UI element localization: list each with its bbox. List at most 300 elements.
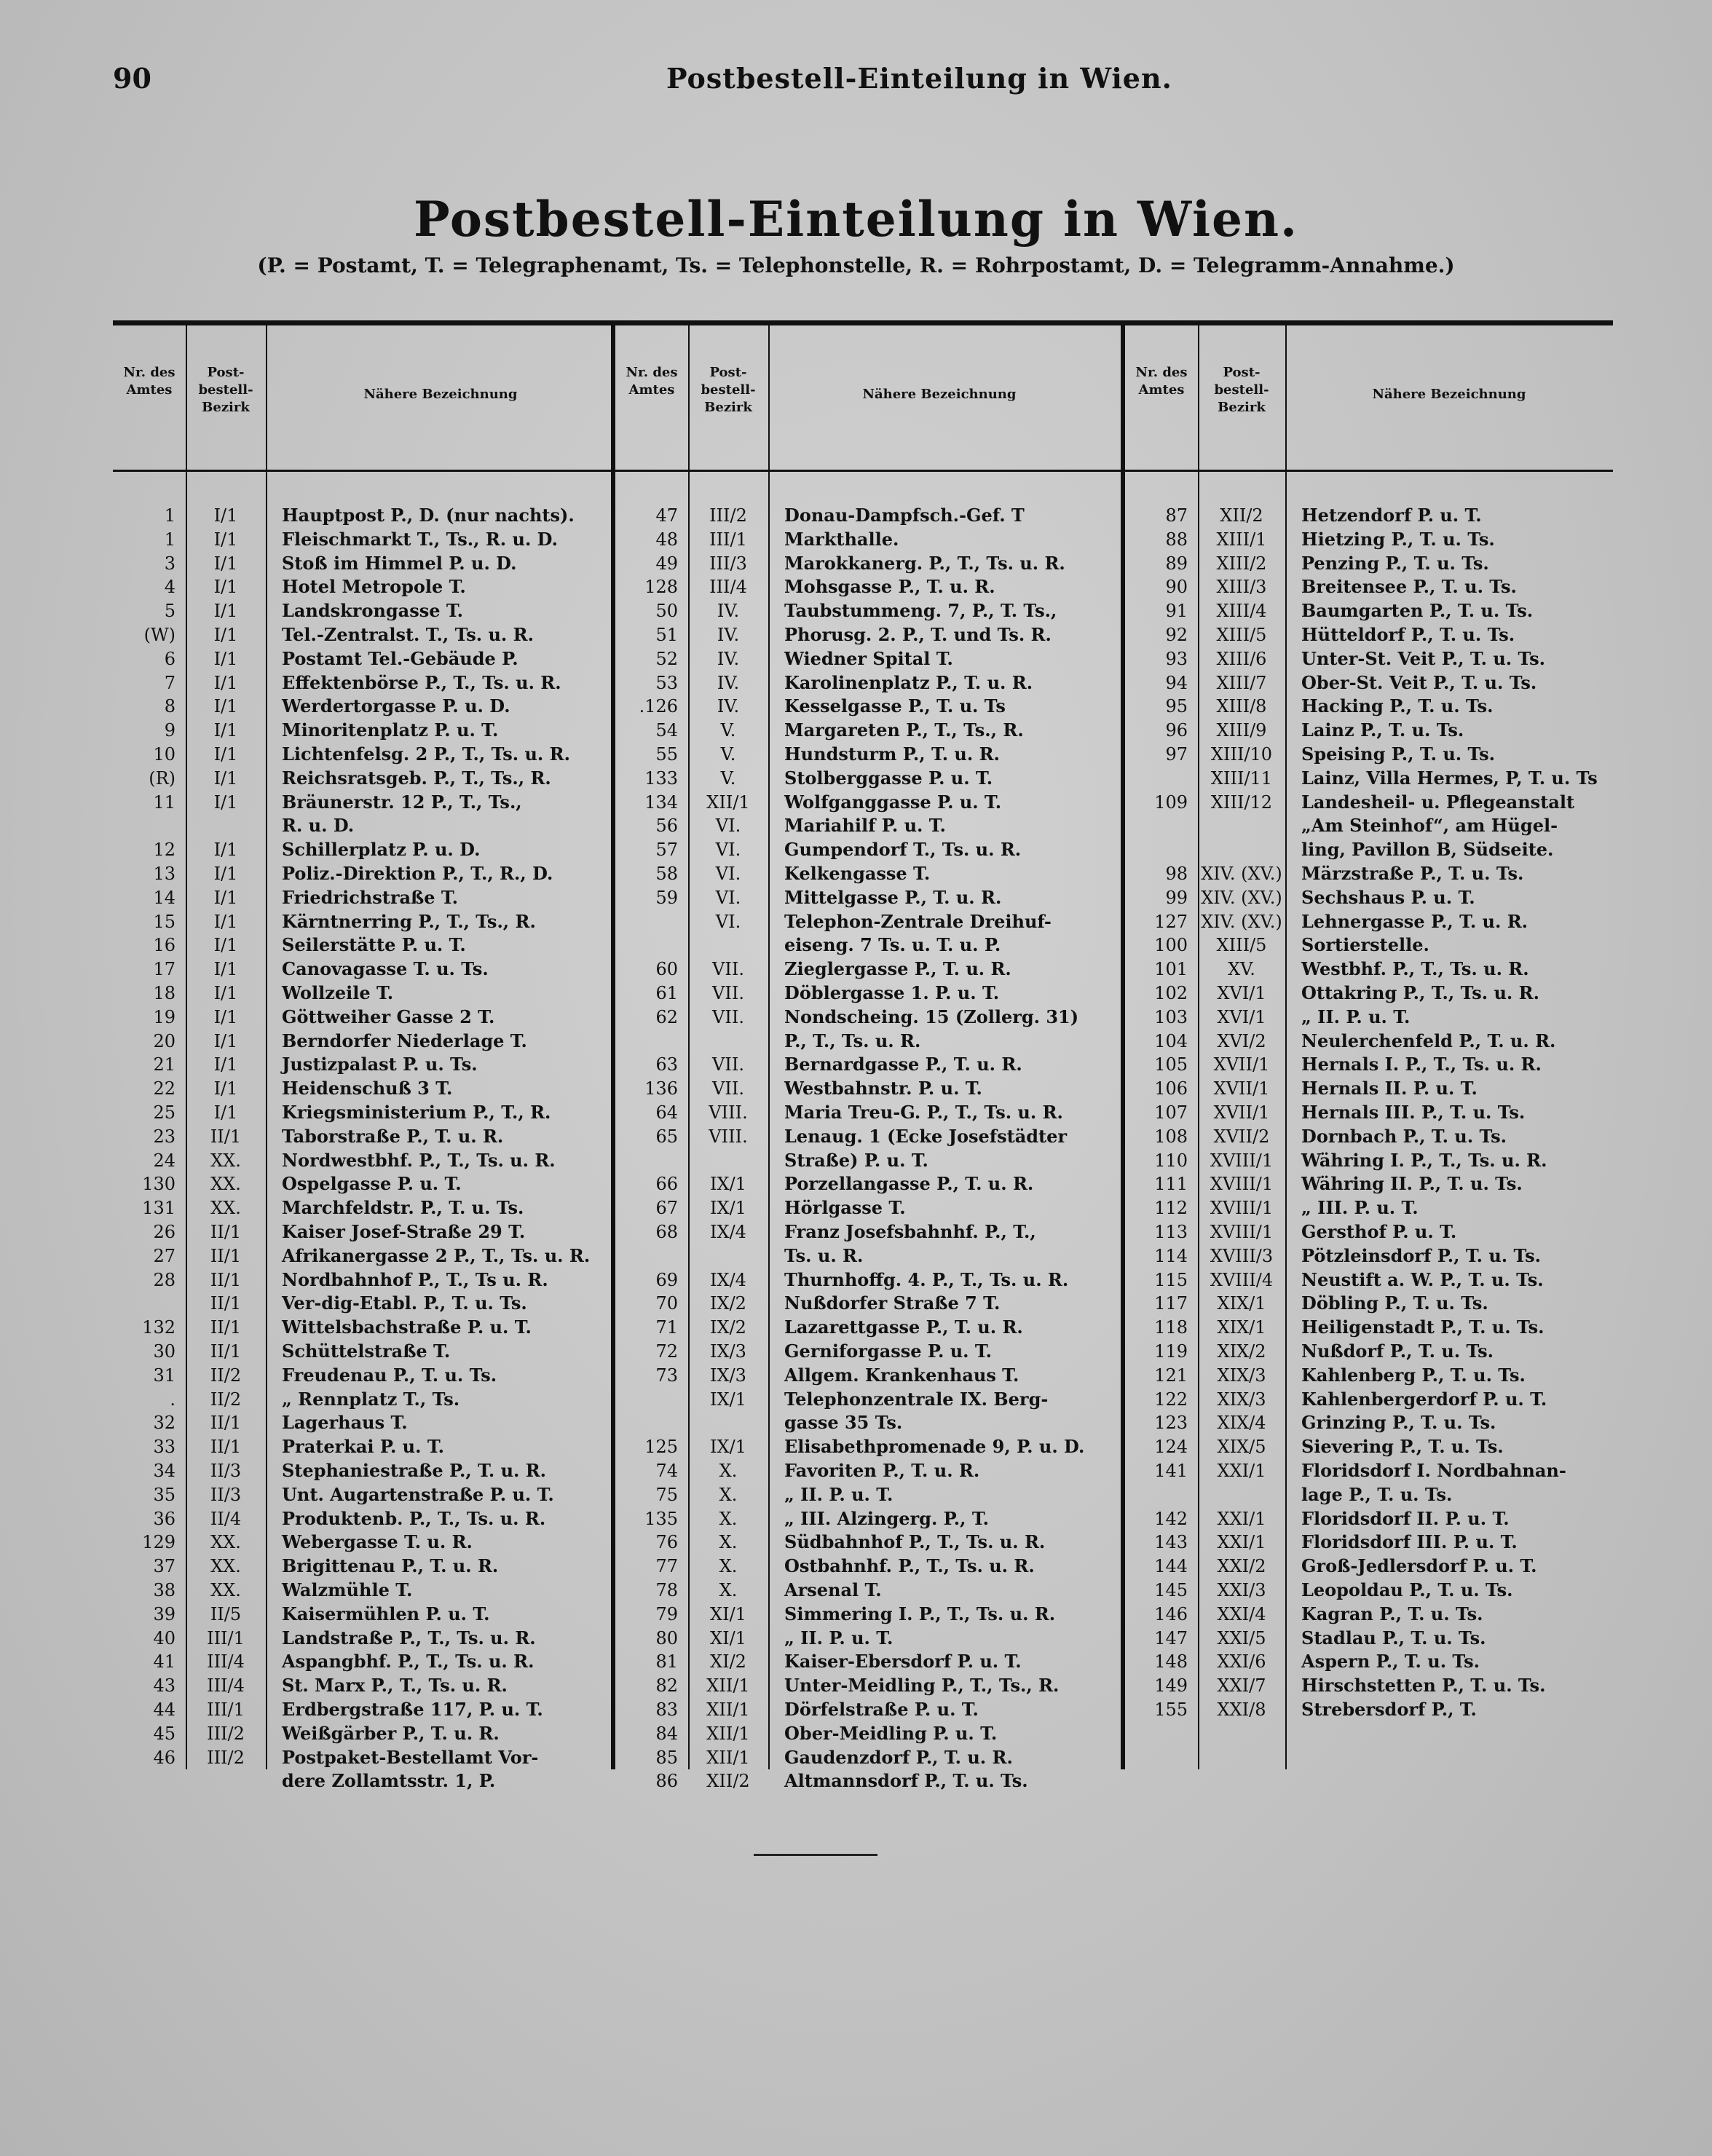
office-number: 8: [164, 696, 175, 717]
district-code: XX.: [210, 1150, 241, 1171]
office-number: 141: [1154, 1461, 1188, 1481]
office-number: 48: [655, 529, 678, 550]
district-code: XXI/6: [1217, 1651, 1266, 1673]
office-number: 96: [1165, 720, 1188, 741]
office-description: Stephaniestraße P., T. u. R.: [282, 1460, 547, 1481]
office-description: Groß-Jedlersdorf P. u. T.: [1301, 1555, 1537, 1577]
district-code: V.: [720, 767, 736, 789]
district-code: XIII/12: [1210, 791, 1273, 813]
page-title: Postbestell-Einteilung in Wien.: [414, 191, 1298, 248]
office-number: 47: [655, 505, 678, 526]
office-description: Arsenal T.: [784, 1579, 882, 1600]
district-code: I/1: [213, 864, 238, 884]
office-description: Lehnergasse P., T. u. R.: [1301, 910, 1528, 932]
district-code: XVII/1: [1213, 1054, 1270, 1075]
district-code: XIII/3: [1216, 577, 1267, 598]
district-code: XI/1: [710, 1603, 746, 1624]
office-number: 60: [655, 959, 678, 980]
district-code: XXI/4: [1217, 1603, 1266, 1624]
office-description: Canovagasse T. u. Ts.: [282, 958, 489, 980]
district-code: XI/2: [710, 1651, 746, 1673]
header-bezeichnung: Nähere Bezeichnung: [363, 387, 518, 402]
column-rule: [768, 320, 770, 1769]
office-description: Hietzing P., T. u. Ts.: [1301, 528, 1495, 550]
district-code: XXI/1: [1217, 1508, 1266, 1529]
office-description: „ II. P. u. T.: [784, 1627, 894, 1648]
office-number: 67: [655, 1198, 678, 1219]
district-code: VI.: [715, 887, 741, 908]
office-description: Karolinenplatz P., T. u. R.: [784, 671, 1033, 693]
office-number: 93: [1165, 648, 1188, 669]
district-code: II/1: [210, 1269, 242, 1290]
district-code: VII.: [712, 959, 744, 980]
district-code: V.: [720, 744, 736, 765]
office-number: (W): [143, 625, 175, 645]
office-number: 143: [1154, 1532, 1188, 1553]
office-description: Porzellangasse P., T. u. R.: [784, 1173, 1034, 1195]
office-number: 49: [655, 553, 678, 574]
office-description: Thurnhoffg. 4. P., T., Ts. u. R.: [784, 1268, 1069, 1290]
office-number: 5: [164, 601, 175, 622]
office-number: 80: [655, 1627, 678, 1648]
district-code: V.: [720, 720, 736, 741]
district-code: XXI/7: [1217, 1675, 1266, 1697]
district-code: XVIII/1: [1210, 1222, 1274, 1242]
office-description: Märzstraße P., T. u. Ts.: [1301, 863, 1524, 884]
office-number: 113: [1154, 1222, 1188, 1242]
office-number: 142: [1154, 1508, 1188, 1529]
district-code: II/1: [210, 1293, 242, 1314]
office-description: Afrikanergasse 2 P., T., Ts. u. R.: [282, 1244, 591, 1266]
office-number: 4: [164, 577, 175, 598]
office-description: Bräunerstr. 12 P., T., Ts.,: [282, 791, 522, 813]
office-description: Ottakring P., T., Ts. u. R.: [1301, 982, 1539, 1003]
office-number: 45: [153, 1723, 175, 1744]
office-description: Dornbach P., T. u. Ts.: [1301, 1125, 1507, 1147]
district-code: XII/1: [706, 1723, 750, 1744]
office-description: St. Marx P., T., Ts. u. R.: [282, 1675, 508, 1697]
office-number: 24: [153, 1150, 175, 1171]
office-description: Kärntnerring P., T., Ts., R.: [282, 910, 536, 932]
district-code: XII/2: [1220, 505, 1263, 526]
office-number: 122: [1154, 1389, 1188, 1410]
office-number: 51: [655, 625, 678, 645]
district-code: XIX/1: [1217, 1293, 1266, 1314]
office-description: Floridsdorf III. P. u. T.: [1301, 1531, 1518, 1553]
office-description: Tel.-Zentralst. T., Ts. u. R.: [282, 624, 534, 645]
office-description: Stadlau P., T. u. Ts.: [1301, 1627, 1486, 1648]
office-number: 119: [1154, 1341, 1188, 1362]
district-code: IX/1: [710, 1389, 746, 1410]
office-description: Postamt Tel.-Gebäude P.: [282, 647, 518, 669]
office-number: 79: [655, 1603, 678, 1624]
district-code: I/1: [213, 983, 238, 1003]
office-description: Walzmühle T.: [282, 1579, 413, 1600]
district-code: VII.: [712, 1054, 744, 1075]
district-code: XV.: [1228, 959, 1255, 980]
district-code: II/1: [210, 1317, 242, 1338]
header-rule: [113, 470, 1613, 472]
header-nr: Nr. des Amtes: [626, 365, 678, 398]
office-description: Döbling P., T. u. Ts.: [1301, 1292, 1488, 1314]
office-number: 10: [153, 744, 175, 765]
office-description: Postpaket-Bestellamt Vor-: [282, 1746, 539, 1768]
office-description: Gerniforgasse P. u. T.: [784, 1340, 992, 1362]
office-description: Justizpalast P. u. Ts.: [282, 1054, 478, 1075]
district-code: XIX/5: [1217, 1437, 1266, 1458]
district-code: III/4: [709, 577, 747, 598]
district-code: I/1: [213, 911, 238, 932]
office-number: 82: [655, 1675, 678, 1697]
office-number: 3: [164, 553, 175, 574]
district-code: I/1: [213, 720, 238, 741]
office-description: Gaudenzdorf P., T. u. R.: [784, 1746, 1013, 1768]
district-code: IX/2: [710, 1317, 746, 1338]
office-number: 72: [655, 1341, 678, 1362]
office-number: 15: [153, 911, 175, 932]
district-code: IX/3: [710, 1341, 746, 1362]
district-code: X.: [719, 1532, 738, 1553]
office-number: 110: [1154, 1150, 1188, 1171]
office-number: 63: [655, 1054, 678, 1075]
office-description: Wollzeile T.: [282, 982, 394, 1003]
office-description: Hernals II. P. u. T.: [1301, 1078, 1478, 1099]
office-description: Nordwestbhf. P., T., Ts. u. R.: [282, 1149, 556, 1171]
office-description: Speising P., T. u. Ts.: [1301, 743, 1496, 765]
office-number: 94: [1165, 672, 1188, 693]
office-number: 107: [1154, 1102, 1188, 1123]
office-description: Mohsgasse P., T. u. R.: [784, 576, 995, 598]
office-number: 136: [644, 1078, 678, 1099]
office-description: Donau-Dampfsch.-Gef. T: [784, 505, 1025, 526]
office-description: Seilerstätte P. u. T.: [282, 934, 466, 956]
office-number: 52: [655, 648, 678, 669]
district-code: IV.: [717, 625, 740, 645]
office-number: 65: [655, 1126, 678, 1147]
office-description: Hotel Metropole T.: [282, 576, 466, 598]
district-code: XI/1: [710, 1627, 746, 1648]
district-code: VI.: [715, 864, 741, 884]
office-description: Aspern P., T. u. Ts.: [1301, 1651, 1480, 1673]
office-description: Marokkanerg. P., T., Ts. u. R.: [784, 552, 1065, 574]
office-number: 97: [1165, 744, 1188, 765]
office-number: 145: [1154, 1580, 1188, 1600]
district-code: I/1: [213, 505, 238, 526]
office-number: 25: [153, 1102, 175, 1123]
office-number: 43: [153, 1675, 175, 1697]
office-number: 70: [655, 1293, 678, 1314]
office-description: Lainz, Villa Hermes, P, T. u. Ts: [1301, 767, 1598, 789]
office-description: Franz Josefsbahnhf. P., T.,: [784, 1221, 1036, 1242]
office-number: 89: [1165, 553, 1188, 574]
district-code: XXI/5: [1217, 1627, 1266, 1648]
office-description: Webergasse T. u. R.: [282, 1531, 473, 1553]
header-nr: Nr. des Amtes: [123, 365, 175, 398]
district-code: XVI/2: [1217, 1030, 1266, 1051]
office-description: Hauptpost P., D. (nur nachts).: [282, 505, 575, 526]
office-number: 59: [655, 887, 678, 908]
office-description: Stoß im Himmel P. u. D.: [282, 552, 517, 574]
district-code: XII/1: [706, 791, 750, 813]
office-description: Unter-St. Veit P., T. u. Ts.: [1301, 647, 1546, 669]
office-number: 16: [153, 935, 175, 956]
office-description: Ober-Meidling P. u. T.: [784, 1722, 998, 1744]
office-number: 37: [153, 1556, 175, 1577]
district-code: II/1: [210, 1413, 242, 1434]
table-top-rule: [113, 320, 1613, 325]
district-code: I/1: [213, 696, 238, 717]
office-number: 6: [164, 648, 175, 669]
office-number: 125: [644, 1437, 678, 1458]
office-number: 114: [1154, 1245, 1188, 1266]
office-number: .126: [639, 696, 678, 717]
office-description: Kriegsministerium P., T., R.: [282, 1102, 551, 1123]
office-number: 104: [1154, 1030, 1188, 1051]
office-number: 134: [644, 791, 678, 813]
office-description: Nordbahnhof P., T., Ts u. R.: [282, 1268, 548, 1290]
office-description: Wolfganggasse P. u. T.: [784, 791, 1002, 813]
post-district-table: [113, 320, 1613, 1792]
office-number: 12: [153, 840, 175, 861]
office-number: 77: [655, 1556, 678, 1577]
district-code: XII/1: [706, 1747, 750, 1768]
office-description: Erdbergstraße 117, P. u. T.: [282, 1699, 543, 1720]
office-description: Elisabethpromenade 9, P. u. D.: [784, 1436, 1085, 1458]
office-description: Währing I. P., T., Ts. u. R.: [1301, 1149, 1547, 1171]
office-description: Straße) P. u. T.: [784, 1149, 928, 1171]
district-code: I/1: [213, 553, 238, 574]
district-code: II/2: [210, 1365, 242, 1386]
office-description: P., T., Ts. u. R.: [784, 1030, 921, 1051]
office-number: 102: [1154, 983, 1188, 1003]
header-bezeichnung: Nähere Bezeichnung: [862, 387, 1017, 402]
office-number: 54: [655, 720, 678, 741]
office-number: 9: [164, 720, 175, 741]
office-number: 34: [153, 1461, 175, 1481]
office-description: Nußdorfer Straße 7 T.: [784, 1292, 1001, 1314]
office-description: Effektenbörse P., T., Ts. u. R.: [282, 671, 561, 693]
office-description: Landstraße P., T., Ts. u. R.: [282, 1627, 536, 1648]
office-number: 74: [655, 1461, 678, 1481]
district-code: IV.: [717, 696, 740, 717]
district-code: IV.: [717, 601, 740, 622]
district-code: XVI/1: [1217, 983, 1266, 1003]
district-code: XIII/6: [1216, 648, 1267, 669]
district-code: XVIII/1: [1210, 1150, 1274, 1171]
district-code: XIV. (XV.): [1201, 887, 1282, 908]
office-description: Lenaug. 1 (Ecke Josefstädter: [784, 1125, 1068, 1147]
district-code: I/1: [213, 791, 238, 813]
district-code: II/5: [210, 1603, 242, 1624]
district-code: XX.: [210, 1556, 241, 1577]
district-code: III/1: [207, 1699, 245, 1720]
office-number: 91: [1165, 601, 1188, 622]
office-number: 17: [153, 959, 175, 980]
office-description: Unter-Meidling P., T., Ts., R.: [784, 1675, 1060, 1697]
office-number: 56: [655, 816, 678, 837]
office-number: 103: [1154, 1006, 1188, 1027]
district-code: I/1: [213, 1054, 238, 1075]
district-code: XVII/2: [1213, 1126, 1270, 1147]
office-number: 105: [1154, 1054, 1188, 1075]
district-code: XXI/8: [1217, 1699, 1266, 1720]
district-code: XIX/1: [1217, 1317, 1266, 1338]
office-description: Wittelsbachstraße P. u. T.: [282, 1316, 532, 1338]
district-code: VIII.: [709, 1102, 748, 1123]
office-description: Sievering P., T. u. Ts.: [1301, 1436, 1504, 1458]
district-code: XII/1: [706, 1699, 750, 1720]
office-number: 131: [142, 1198, 175, 1219]
district-code: III/4: [207, 1675, 245, 1697]
district-code: XVIII/1: [1210, 1174, 1274, 1195]
district-code: XXI/1: [1217, 1532, 1266, 1553]
office-description: Westbhf. P., T., Ts. u. R.: [1301, 958, 1529, 980]
district-code: II/1: [210, 1341, 242, 1362]
district-code: XVIII/4: [1210, 1269, 1274, 1290]
office-number: 123: [1154, 1413, 1188, 1434]
office-number: 81: [655, 1651, 678, 1673]
office-description: Heidenschuß 3 T.: [282, 1078, 453, 1099]
office-number: .: [170, 1389, 175, 1410]
district-code: IX/4: [710, 1269, 746, 1290]
office-number: 76: [655, 1532, 678, 1553]
end-rule: [754, 1854, 877, 1856]
office-number: 31: [153, 1365, 175, 1386]
office-number: 92: [1165, 625, 1188, 645]
office-description: Lainz P., T. u. Ts.: [1301, 719, 1464, 741]
office-description: Hetzendorf P. u. T.: [1301, 505, 1482, 526]
district-code: I/1: [213, 601, 238, 622]
district-code: XX.: [210, 1580, 241, 1600]
district-code: IX/3: [710, 1365, 746, 1386]
district-code: XVIII/3: [1210, 1245, 1274, 1266]
office-description: Kesselgasse P., T. u. Ts: [784, 695, 1006, 717]
district-code: IX/1: [710, 1174, 746, 1195]
office-description: Dörfelstraße P. u. T.: [784, 1699, 979, 1720]
office-number: 99: [1165, 887, 1188, 908]
office-number: 18: [153, 983, 175, 1003]
office-number: 40: [153, 1627, 175, 1648]
header-bezirk: Post-bestell-Bezirk: [701, 365, 756, 415]
office-number: 69: [655, 1269, 678, 1290]
district-code: XXI/3: [1217, 1580, 1266, 1600]
district-code: IX/1: [710, 1198, 746, 1219]
district-code: II/1: [210, 1245, 242, 1266]
running-header: [113, 62, 1642, 106]
office-number: 46: [153, 1747, 175, 1768]
district-code: XIII/4: [1216, 601, 1267, 622]
office-number: 128: [644, 577, 678, 598]
office-number: 57: [655, 840, 678, 861]
office-number: 115: [1154, 1269, 1188, 1290]
office-description: Kaiser-Ebersdorf P. u. T.: [784, 1651, 1022, 1673]
office-description: Pötzleinsdorf P., T. u. Ts.: [1301, 1244, 1542, 1266]
office-description: Penzing P., T. u. Ts.: [1301, 552, 1489, 574]
district-code: II/3: [210, 1484, 242, 1505]
office-number: 55: [655, 744, 678, 765]
office-number: 62: [655, 1006, 678, 1027]
office-number: 118: [1154, 1317, 1188, 1338]
office-description: Markthalle.: [784, 528, 899, 550]
office-description: Schüttelstraße T.: [282, 1340, 451, 1362]
office-number: 84: [655, 1723, 678, 1744]
office-number: 117: [1154, 1293, 1188, 1314]
office-description: Breitensee P., T. u. Ts.: [1301, 576, 1517, 598]
office-description: Baumgarten P., T. u. Ts.: [1301, 600, 1534, 622]
district-code: XIV. (XV.): [1201, 864, 1282, 884]
office-description: Leopoldau P., T. u. Ts.: [1301, 1579, 1513, 1600]
office-number: 32: [153, 1413, 175, 1434]
office-number: 38: [153, 1580, 175, 1600]
district-code: VIII.: [709, 1126, 748, 1147]
office-number: 95: [1165, 696, 1188, 717]
district-code: XIX/3: [1217, 1365, 1266, 1386]
district-code: XIII/2: [1216, 553, 1267, 574]
office-number: 108: [1154, 1126, 1188, 1147]
district-code: I/1: [213, 625, 238, 645]
office-number: 23: [153, 1126, 175, 1147]
office-description: „ II. P. u. T.: [1301, 1006, 1411, 1027]
district-code: XIII/1: [1216, 529, 1267, 550]
office-number: 13: [153, 864, 175, 884]
office-description: „ III. P. u. T.: [1301, 1197, 1419, 1219]
abbreviation-legend: (P. = Postamt, T. = Telegraphenamt, Ts. = Telephonstelle, R. = Rohrpostamt, D. = Telegramm-Annahme.): [257, 253, 1455, 277]
office-number: 100: [1154, 935, 1188, 956]
office-description: Mariahilf P. u. T.: [784, 815, 946, 837]
office-description: Ts. u. R.: [784, 1244, 864, 1266]
office-description: Sortierstelle.: [1301, 934, 1429, 956]
district-code: III/3: [709, 553, 747, 574]
office-number: 58: [655, 864, 678, 884]
district-code: VII.: [712, 1078, 744, 1099]
office-description: eiseng. 7 Ts. u. T. u. P.: [784, 934, 1001, 956]
office-number: 19: [153, 1006, 175, 1027]
district-code: XIII/5: [1216, 625, 1267, 645]
office-description: Marchfeldstr. P., T. u. Ts.: [282, 1197, 524, 1219]
district-code: XIX/2: [1217, 1341, 1266, 1362]
office-number: 7: [164, 672, 175, 693]
office-number: 30: [153, 1341, 175, 1362]
office-number: 61: [655, 983, 678, 1003]
office-number: 127: [1154, 911, 1188, 932]
office-description: Hörlgasse T.: [784, 1197, 906, 1219]
office-number: 22: [153, 1078, 175, 1099]
office-description: Floridsdorf II. P. u. T.: [1301, 1507, 1510, 1529]
office-description: Wiedner Spital T.: [784, 647, 953, 669]
district-code: VII.: [712, 983, 744, 1003]
office-number: 85: [655, 1747, 678, 1768]
office-description: Hacking P., T. u. Ts.: [1301, 695, 1494, 717]
office-number: 33: [153, 1437, 175, 1458]
office-description: Landesheil- u. Pflegeanstalt: [1301, 791, 1575, 813]
office-description: Währing II. P., T. u. Ts.: [1301, 1173, 1523, 1195]
office-description: Gumpendorf T., Ts. u. R.: [784, 839, 1022, 861]
office-description: Praterkai P. u. T.: [282, 1436, 444, 1458]
office-description: ling, Pavillon B, Südseite.: [1301, 839, 1554, 861]
office-description: „Am Steinhof“, am Hügel-: [1301, 815, 1558, 837]
district-code: XIII/11: [1210, 767, 1273, 789]
page-number: 90: [113, 62, 151, 95]
district-code: II/3: [210, 1461, 242, 1481]
office-number: 155: [1154, 1699, 1188, 1720]
office-description: Nußdorf P., T. u. Ts.: [1301, 1340, 1494, 1362]
district-code: X.: [719, 1484, 738, 1505]
office-number: 124: [1154, 1437, 1188, 1458]
district-code: I/1: [213, 577, 238, 598]
office-number: 132: [142, 1317, 175, 1338]
district-code: XIII/7: [1216, 672, 1267, 693]
office-description: Göttweiher Gasse 2 T.: [282, 1006, 495, 1027]
